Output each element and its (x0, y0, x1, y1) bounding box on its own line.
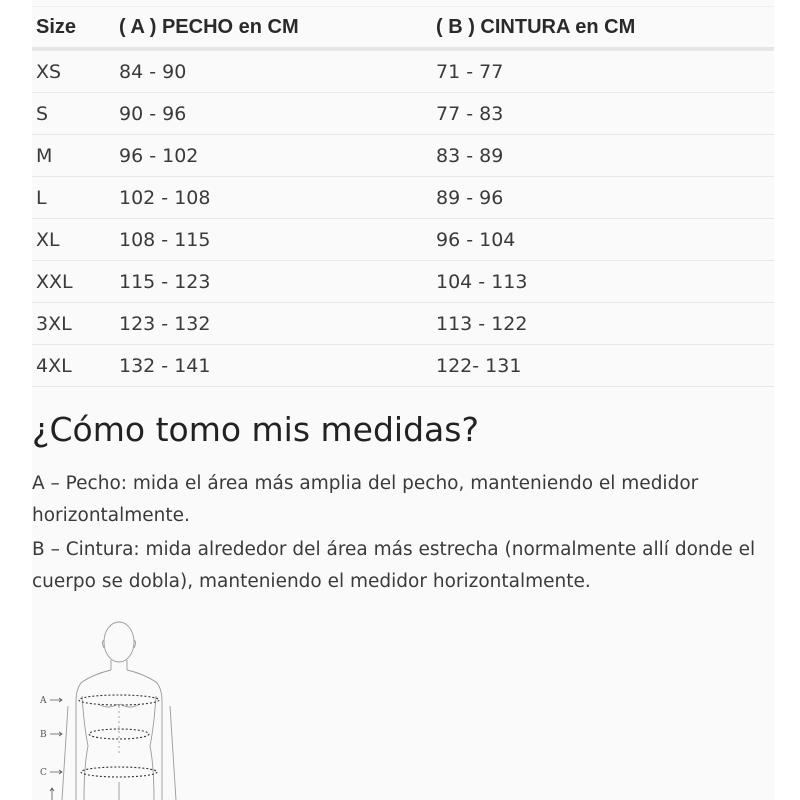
table-row (32, 135, 774, 177)
table-row (32, 177, 774, 219)
size-cell: 3XL (32, 303, 119, 345)
figure-label-c: C (40, 768, 47, 778)
size-cell: 4XL (32, 345, 119, 387)
figure-label-b: B (40, 730, 47, 740)
column-header-size: Size (32, 7, 119, 50)
chest-cell: 123 - 132 (119, 303, 436, 345)
size-table (32, 6, 774, 387)
hip-band (81, 767, 157, 777)
arrow-right-icon (50, 732, 62, 736)
chest-cell: 90 - 96 (119, 93, 436, 135)
chest-band (79, 695, 159, 705)
table-row (32, 49, 774, 93)
chest-cell: 108 - 115 (119, 219, 436, 261)
waist-cell: 89 - 96 (436, 177, 774, 219)
table-row (32, 93, 774, 135)
chest-cell: 102 - 108 (119, 177, 436, 219)
table-row (32, 345, 774, 387)
arrow-icons (50, 698, 62, 800)
measure-guide-title: ¿Cómo tomo mis medidas? (32, 410, 479, 449)
column-header-waist: ( B ) CINTURA en CM (436, 7, 774, 50)
table-row (32, 303, 774, 345)
size-cell: XS (32, 49, 119, 93)
size-cell: XL (32, 219, 119, 261)
body-outline (62, 622, 176, 800)
table-row (32, 261, 774, 303)
arrow-up-icon (50, 788, 54, 800)
size-cell: L (32, 177, 119, 219)
size-guide-content (32, 0, 774, 800)
waist-cell: 96 - 104 (436, 219, 774, 261)
waist-cell: 71 - 77 (436, 49, 774, 93)
waist-cell: 77 - 83 (436, 93, 774, 135)
table-header-row (32, 7, 774, 50)
size-cell: M (32, 135, 119, 177)
chest-instructions: A – Pecho: mida el área más amplia del pecho, manteniendo el medidor horizontalmente. (32, 473, 699, 526)
body-measurement-figure (32, 606, 192, 800)
chest-cell: 132 - 141 (119, 345, 436, 387)
figure-label-a: A (40, 696, 47, 706)
waist-cell: 122- 131 (436, 345, 774, 387)
size-cell: XXL (32, 261, 119, 303)
size-cell: S (32, 93, 119, 135)
waist-instructions: B – Cintura: mida alrededor del área más estrecha (normalmente allí donde el cuerpo se dobla), manteniendo el medidor horizontalmente. (32, 539, 756, 592)
chest-cell: 115 - 123 (119, 261, 436, 303)
arrow-right-icon (50, 770, 62, 774)
table-row (32, 219, 774, 261)
arrow-right-icon (50, 698, 62, 702)
body-outline-illustration (32, 606, 192, 800)
chest-cell: 96 - 102 (119, 135, 436, 177)
waist-cell: 113 - 122 (436, 303, 774, 345)
waist-cell: 104 - 113 (436, 261, 774, 303)
waist-cell: 83 - 89 (436, 135, 774, 177)
column-header-chest: ( A ) PECHO en CM (119, 7, 436, 50)
chest-cell: 84 - 90 (119, 49, 436, 93)
